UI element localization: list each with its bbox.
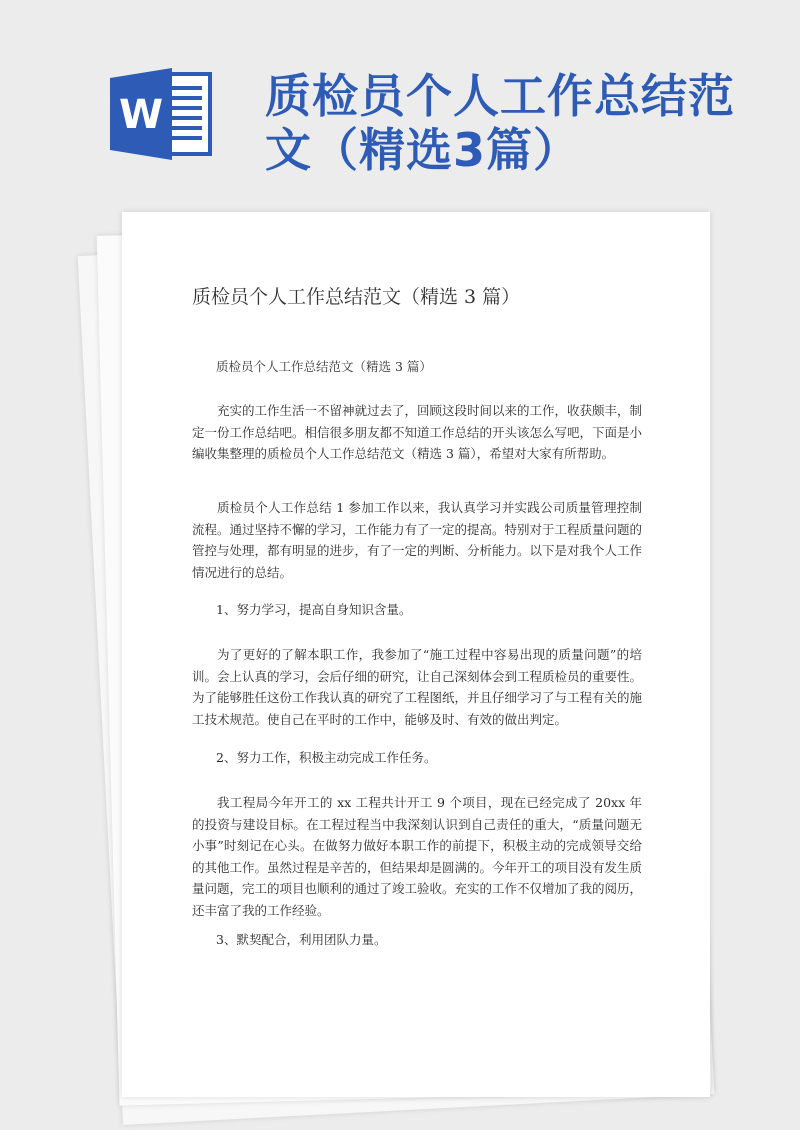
word-icon-letter: W bbox=[118, 92, 164, 138]
document-page bbox=[122, 212, 710, 1097]
paragraph-work: 我工程局今年开工的 xx 工程共计开工 9 个项目，现在已经完成了 20xx 年的投资与建设目标。在工程过程当中我深刻认识到自己责任的重大，“质量问题无小事”时刻记在心头。在做努力做好本职工作的前提下，积极主动的完成领导交给的其他工作。虽然过程是辛苦的，但结果却是圆满的。今年开工的项目没有发生质量问题，完工的项目也顺利的通过了竣工验收。充实的工作不仅增加了我的阅历，还丰富了我的工作经验。 bbox=[192, 795, 643, 918]
paragraph-intro: 充实的工作生活一不留神就过去了，回顾这段时间以来的工作，收获颇丰，制定一份工作总结吧。相信很多朋友都不知道工作总结的开头该怎么写吧，下面是小编收集整理的质检员个人工作总结范文（精选 3 篇），希望对大家有所帮助。 bbox=[192, 403, 643, 461]
list-heading-1: 1、努力学习，提高自身知识含量。 bbox=[216, 602, 412, 617]
banner-header bbox=[0, 0, 800, 200]
list-heading-3: 3、默契配合，利用团队力量。 bbox=[216, 932, 387, 947]
document-subheading: 质检员个人工作总结范文（精选 3 篇） bbox=[216, 359, 432, 374]
paragraph-study: 为了更好的了解本职工作，我参加了“施工过程中容易出现的质量问题”的培训。会上认真的学习，会后仔细的研究，让自己深刻体会到工程质检员的重要性。为了能够胜任这份工作我认真的研究了工程图纸，并且仔细学习了与工程有关的施工技术规范。使自己在平时的工作中，能够及时、有效的做出判定。 bbox=[192, 647, 643, 727]
page-title-line-2: 文（精选3篇） bbox=[265, 123, 581, 177]
page-title-line-1: 质检员个人工作总结范 bbox=[265, 69, 735, 123]
document-heading: 质检员个人工作总结范文（精选 3 篇） bbox=[192, 286, 521, 308]
word-document-icon bbox=[110, 68, 214, 160]
paragraph-summary-1: 质检员个人工作总结 1 参加工作以来，我认真学习并实践公司质量管理控制流程。通过坚持不懈的学习，工作能力有了一定的提高。特别对于工程质量问题的管控与处理，都有明显的进步，有了一定的判断、分析能力。以下是对我个人工作情况进行的总结。 bbox=[192, 500, 643, 580]
list-heading-2: 2、努力工作，积极主动完成工作任务。 bbox=[216, 750, 437, 765]
